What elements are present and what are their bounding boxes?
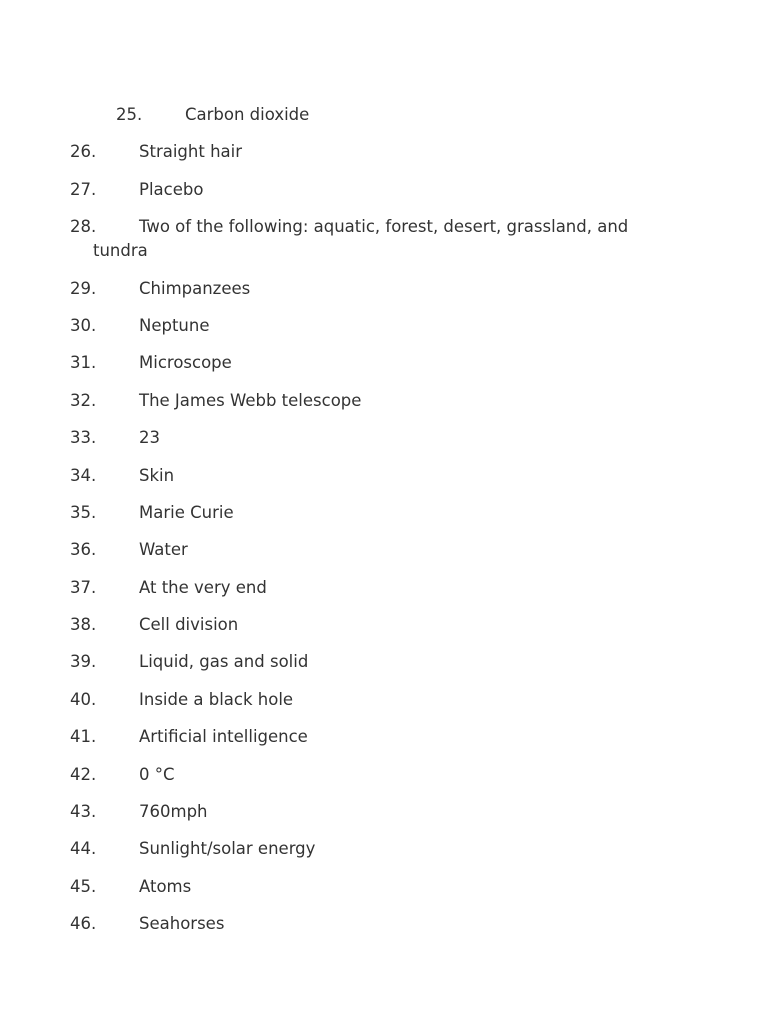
list-item [70,650,670,674]
item-text: At the very end [139,577,267,597]
list-item [70,178,670,202]
list-item [70,215,670,263]
item-number: 42. [70,764,97,784]
list-item [70,688,670,712]
item-text: 23 [139,428,160,448]
answer-list [70,103,670,950]
item-number: 41. [70,727,97,747]
list-item [70,576,670,600]
list-item [70,800,670,824]
item-number: 40. [70,689,97,709]
list-item [70,140,670,164]
item-text: Cell division [139,615,239,635]
list-item [70,501,670,525]
item-text: Placebo [139,179,204,199]
item-text: Skin [139,465,175,485]
list-item [70,538,670,562]
item-text: Two of the following: aquatic, forest, desert, grassland, and [139,217,629,237]
item-text-continuation: tundra [93,241,148,261]
item-text: Microscope [139,353,232,373]
list-item [70,613,670,637]
item-text: The James Webb telescope [139,390,362,410]
item-text: Seahorses [139,914,225,934]
item-number: 28. [70,217,97,237]
item-number: 35. [70,502,97,522]
item-number: 32. [70,390,97,410]
item-text: Liquid, gas and solid [139,652,309,672]
item-number: 33. [70,428,97,448]
list-item [70,464,670,488]
list-item [70,351,670,375]
item-number: 37. [70,577,97,597]
item-number: 27. [70,179,97,199]
item-number: 36. [70,540,97,560]
item-text: Atoms [139,876,192,896]
item-text: Neptune [139,315,210,335]
list-item [70,314,670,338]
item-number: 34. [70,465,97,485]
item-number: 29. [70,278,97,298]
item-number: 30. [70,315,97,335]
item-number: 26. [70,142,97,162]
list-item [70,912,670,936]
list-item [70,763,670,787]
item-text: 0 °C [139,764,175,784]
item-number: 31. [70,353,97,373]
list-item [70,389,670,413]
item-text: Inside a black hole [139,689,294,709]
item-text: Chimpanzees [139,278,251,298]
item-text: Sunlight/solar energy [139,839,316,859]
item-text: Marie Curie [139,502,234,522]
item-text: 760mph [139,802,208,822]
list-item [70,875,670,899]
item-number: 25. [116,105,143,124]
item-text: Carbon dioxide [185,105,310,124]
item-number: 46. [70,914,97,934]
item-number: 39. [70,652,97,672]
list-item [116,103,670,127]
item-text: Water [139,540,188,560]
item-number: 44. [70,839,97,859]
list-item [70,837,670,861]
list-item [70,277,670,301]
list-item [70,725,670,749]
item-number: 38. [70,615,97,635]
item-number: 45. [70,876,97,896]
item-text: Artificial intelligence [139,727,308,747]
item-text: Straight hair [139,142,243,162]
list-item [70,426,670,450]
item-number: 43. [70,802,97,822]
